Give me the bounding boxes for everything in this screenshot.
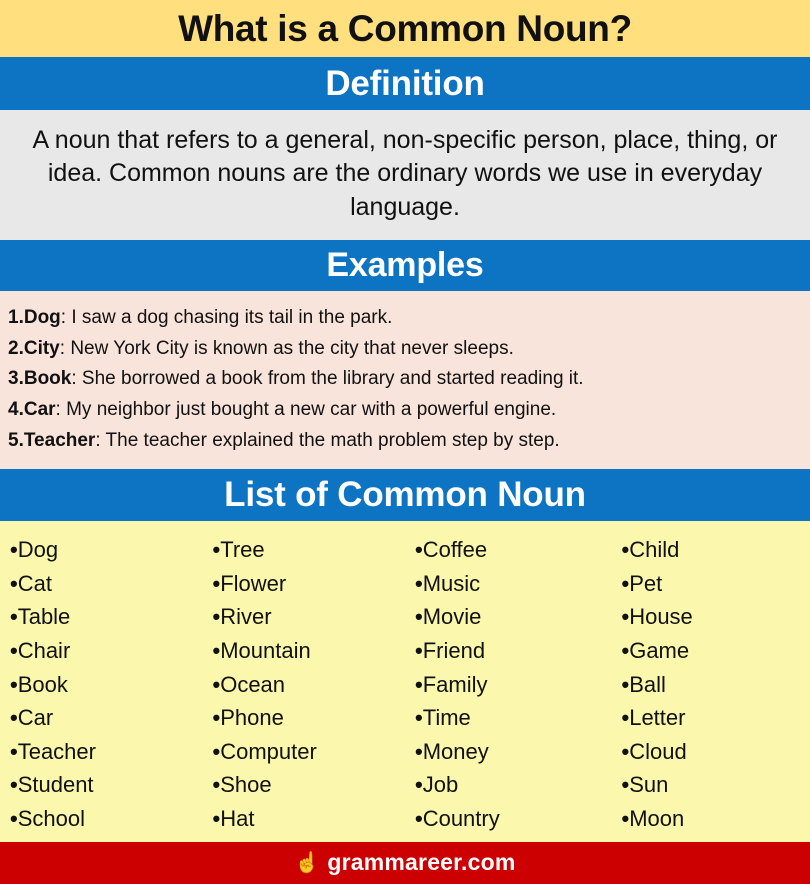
example-number: 1.	[8, 306, 24, 328]
list-item	[10, 600, 199, 634]
bullet-icon: •	[212, 637, 221, 663]
list-item	[415, 533, 604, 567]
list-item-label: Teacher	[17, 738, 96, 764]
list-item-label: Computer	[220, 738, 317, 764]
example-sentence: : My neighbor just bought a new car with a powerful engine.	[55, 399, 557, 421]
list-item-label: Coffee	[422, 536, 488, 562]
list-item-label: Cat	[17, 570, 52, 596]
list-item	[622, 668, 810, 702]
bullet-icon: •	[621, 738, 630, 764]
list-item-label: Country	[422, 806, 500, 832]
list-column-2	[199, 533, 402, 836]
list-item-label: School	[17, 806, 85, 832]
bullet-icon: •	[10, 705, 18, 731]
list-item-label: Phone	[220, 705, 284, 731]
example-sentence: : She borrowed a book from the library and started reading it.	[71, 368, 584, 390]
examples-heading: Examples	[326, 245, 484, 284]
list-item-label: Hat	[220, 806, 255, 832]
bullet-icon: •	[10, 536, 18, 562]
bullet-icon: •	[10, 637, 18, 663]
bullet-icon: •	[621, 705, 630, 731]
definition-heading: Definition	[325, 63, 485, 103]
list-item-label: Student	[17, 772, 94, 798]
list-item	[415, 802, 604, 836]
list-item	[213, 600, 402, 634]
bullet-icon: •	[415, 705, 423, 731]
list-item-label: Tree	[220, 536, 265, 562]
list-item-label: Dog	[17, 536, 59, 562]
example-word: Teacher	[23, 429, 96, 451]
list-item-label: Car	[17, 705, 54, 731]
list-item-label: Pet	[629, 570, 663, 596]
list-item-label: Mountain	[220, 637, 311, 663]
bullet-icon: •	[621, 772, 630, 798]
pointing-hand-icon: ☝	[294, 851, 320, 874]
list-item-label: Shoe	[220, 772, 272, 798]
example-word: Car	[23, 399, 56, 421]
list-item	[213, 768, 402, 802]
list-item	[415, 567, 604, 601]
bullet-icon: •	[10, 772, 18, 798]
list-item	[415, 768, 604, 802]
page-title: What is a Common Noun?	[178, 7, 632, 49]
example-item	[8, 395, 810, 426]
example-item	[8, 426, 810, 457]
list-item	[213, 701, 402, 735]
bullet-icon: •	[212, 536, 221, 562]
bullet-icon: •	[212, 570, 221, 596]
example-word: City	[23, 337, 60, 359]
list-item	[10, 567, 199, 601]
list-column-4	[604, 533, 810, 836]
bullet-icon: •	[415, 570, 423, 596]
list-column-1	[0, 533, 199, 836]
bullet-icon: •	[10, 604, 18, 630]
list-item	[415, 701, 604, 735]
example-sentence: : I saw a dog chasing its tail in the park.	[60, 306, 393, 328]
bullet-icon: •	[415, 604, 423, 630]
list-item	[415, 634, 604, 668]
bullet-icon: •	[415, 738, 423, 764]
section-header-list	[0, 469, 810, 521]
list-item	[622, 600, 810, 634]
example-number: 5.	[8, 429, 24, 451]
list-item-label: Table	[17, 604, 71, 630]
example-number: 2.	[8, 337, 24, 359]
list-item-label: Moon	[629, 806, 685, 832]
bullet-icon: •	[415, 806, 423, 832]
list-item	[10, 768, 199, 802]
example-sentence: : The teacher explained the math problem step by step.	[95, 429, 560, 451]
list-item	[213, 735, 402, 769]
section-header-examples	[0, 240, 810, 291]
list-item	[213, 802, 402, 836]
bullet-icon: •	[212, 772, 221, 798]
bullet-icon: •	[415, 671, 423, 697]
list-item	[622, 768, 810, 802]
bullet-icon: •	[212, 806, 221, 832]
list-item-label: Child	[629, 536, 680, 562]
list-item	[622, 701, 810, 735]
title-bar	[0, 0, 810, 57]
bullet-icon: •	[10, 570, 18, 596]
bullet-icon: •	[621, 604, 630, 630]
list-item-label: Time	[422, 705, 471, 731]
site-name: grammareer.com	[327, 849, 516, 876]
list-item-label: House	[629, 604, 693, 630]
bullet-icon: •	[621, 671, 630, 697]
footer-bar	[0, 842, 810, 884]
bullet-icon: •	[212, 705, 221, 731]
list-item	[213, 634, 402, 668]
list-item-label: River	[220, 604, 272, 630]
list-item	[622, 802, 810, 836]
bullet-icon: •	[621, 806, 630, 832]
bullet-icon: •	[10, 671, 18, 697]
list-item	[622, 533, 810, 567]
list-item	[10, 533, 199, 567]
list-item	[622, 634, 810, 668]
list-item-label: Cloud	[629, 738, 687, 764]
bullet-icon: •	[415, 637, 423, 663]
list-item-label: Letter	[629, 705, 686, 731]
list-item	[10, 802, 199, 836]
list-item-label: Music	[422, 570, 481, 596]
example-item	[8, 364, 810, 395]
bullet-icon: •	[415, 536, 423, 562]
list-item	[622, 735, 810, 769]
list-item-label: Friend	[422, 637, 486, 663]
examples-list	[0, 291, 810, 469]
example-word: Dog	[23, 306, 61, 328]
list-item	[415, 735, 604, 769]
bullet-icon: •	[415, 772, 423, 798]
example-number: 4.	[8, 399, 24, 421]
list-item	[10, 735, 199, 769]
list-item	[213, 668, 402, 702]
example-item	[8, 303, 810, 334]
list-item-label: Family	[422, 671, 488, 697]
list-item-label: Movie	[422, 604, 482, 630]
list-column-3	[401, 533, 604, 836]
list-item-label: Chair	[17, 637, 71, 663]
list-item-label: Job	[422, 772, 459, 798]
bullet-icon: •	[212, 738, 221, 764]
common-noun-list	[0, 521, 810, 842]
bullet-icon: •	[621, 637, 630, 663]
example-number: 3.	[8, 368, 24, 390]
list-item	[10, 701, 199, 735]
definition-text: A noun that refers to a general, non-specific person, place, thing, or idea. Common nouns are the ordinary words we use in everyday language.	[0, 110, 810, 241]
list-item-label: Game	[629, 637, 690, 663]
list-item	[622, 567, 810, 601]
list-item	[10, 634, 199, 668]
list-item-label: Ball	[629, 671, 666, 697]
list-item-label: Sun	[629, 772, 669, 798]
bullet-icon: •	[10, 738, 18, 764]
list-item	[10, 668, 199, 702]
list-item-label: Book	[17, 671, 68, 697]
list-heading: List of Common Noun	[224, 474, 586, 514]
list-item-label: Ocean	[220, 671, 286, 697]
bullet-icon: •	[621, 570, 630, 596]
example-word: Book	[23, 368, 72, 390]
example-sentence: : New York City is known as the city that never sleeps.	[59, 337, 514, 359]
list-item	[213, 567, 402, 601]
bullet-icon: •	[212, 604, 221, 630]
list-item	[213, 533, 402, 567]
section-header-definition	[0, 57, 810, 109]
list-item	[415, 600, 604, 634]
bullet-icon: •	[10, 806, 18, 832]
bullet-icon: •	[212, 671, 221, 697]
bullet-icon: •	[621, 536, 630, 562]
list-item	[415, 668, 604, 702]
list-item-label: Flower	[220, 570, 287, 596]
list-item-label: Money	[422, 738, 489, 764]
example-item	[8, 334, 810, 365]
